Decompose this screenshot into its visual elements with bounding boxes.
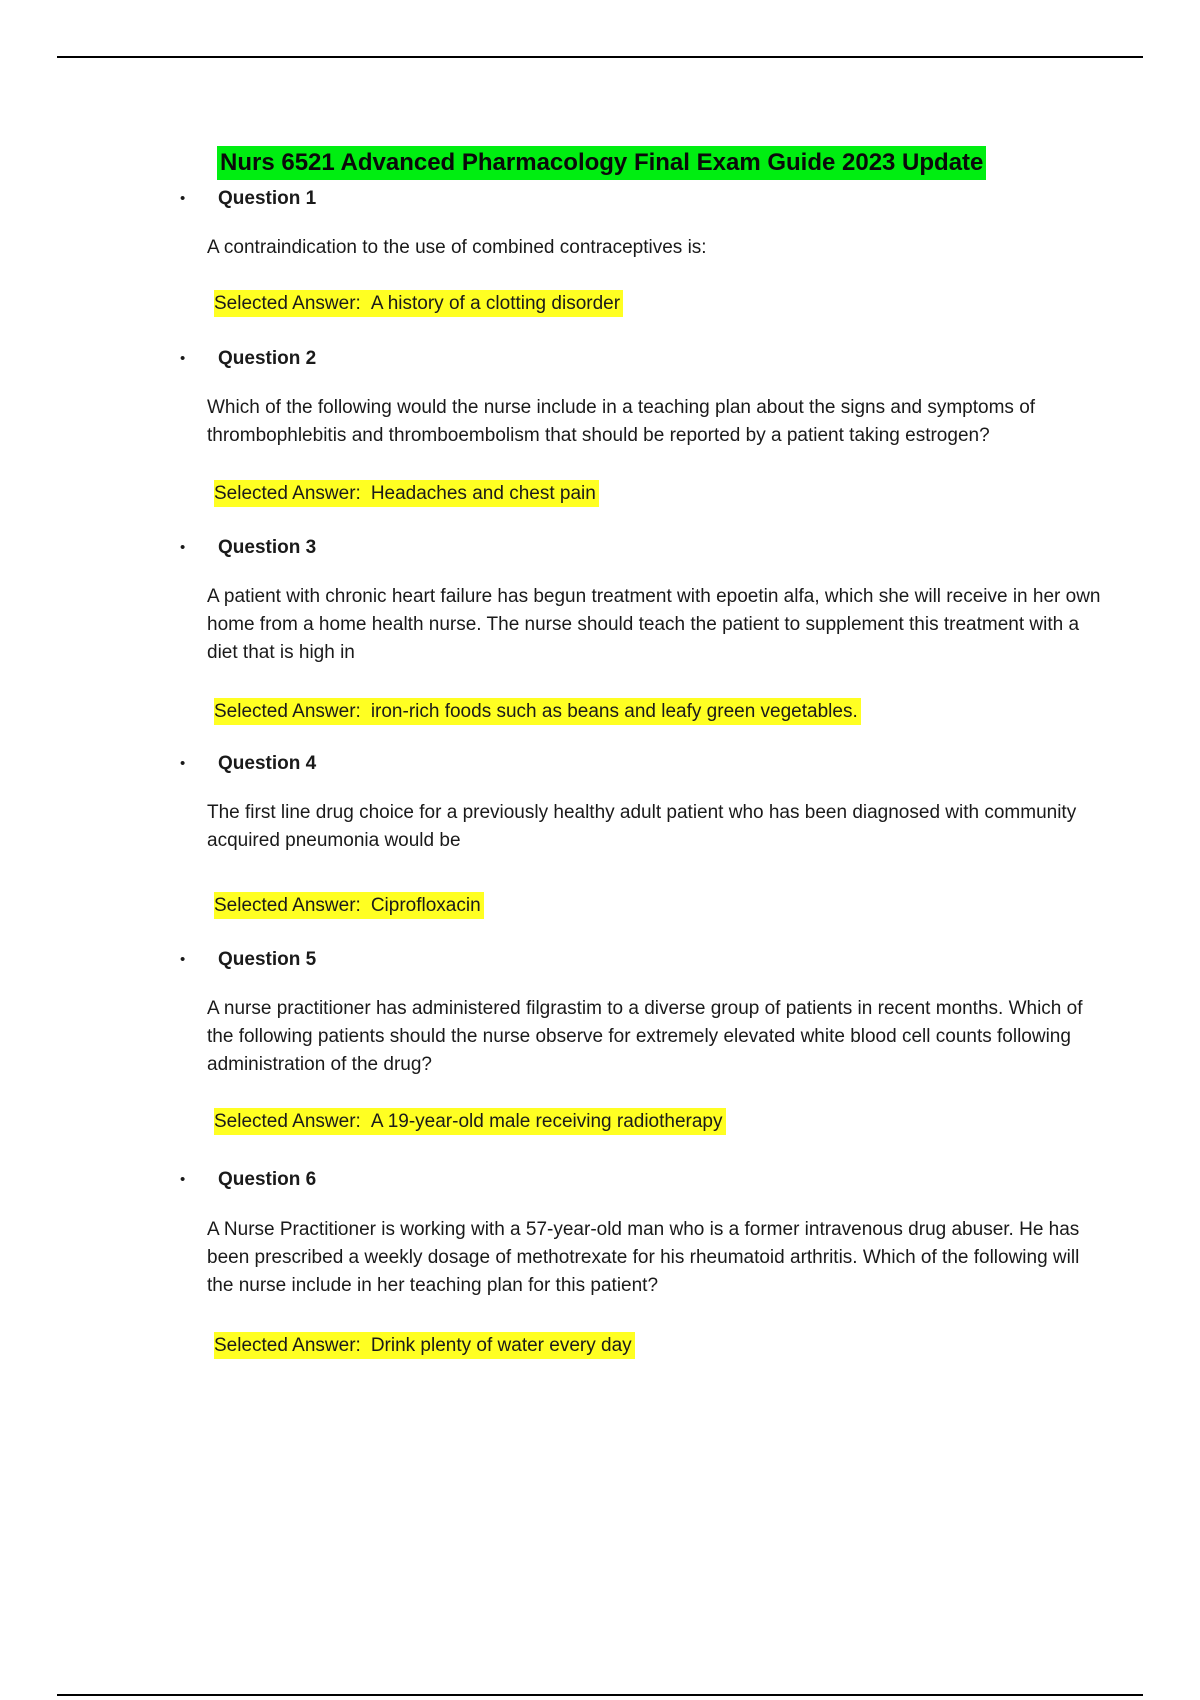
top-rule — [57, 56, 1143, 58]
question-label: Question 3 — [218, 537, 317, 558]
question-label: Question 2 — [218, 348, 317, 369]
question-text: A nurse practitioner has administered filgrastim to a diverse group of patients in recent months. Which of the following patients should the nurse observe for extremely elevated white blood cell counts following administration of the drug? — [207, 998, 1083, 1075]
bullet-icon: • — [180, 951, 186, 968]
question-heading — [180, 347, 316, 371]
question-text: The first line drug choice for a previously healthy adult patient who has been diagnosed with community acquired pneumonia would be — [207, 802, 1077, 851]
selected-answer — [214, 698, 861, 725]
question-heading — [180, 536, 316, 560]
bullet-icon: • — [180, 755, 186, 772]
bullet-icon: • — [180, 539, 186, 556]
question-label: Question 6 — [218, 1169, 317, 1190]
answer-text: Drink plenty of water every day — [370, 1335, 632, 1356]
answer-prefix: Selected Answer: — [214, 701, 361, 722]
selected-answer — [214, 480, 599, 507]
question-label: Question 5 — [218, 949, 317, 970]
question-label: Question 4 — [218, 753, 317, 774]
question-label: Question 1 — [218, 188, 317, 209]
question-heading — [180, 187, 316, 211]
question-heading — [180, 1168, 316, 1192]
answer-prefix: Selected Answer: — [214, 483, 361, 504]
answer-text: Headaches and chest pain — [370, 483, 596, 504]
answer-prefix: Selected Answer: — [214, 293, 361, 314]
question-text: A contraindication to the use of combined contraceptives is: — [207, 237, 707, 258]
answer-text: A history of a clotting disorder — [370, 293, 621, 314]
bullet-icon: • — [180, 350, 186, 367]
answer-prefix: Selected Answer: — [214, 1335, 361, 1356]
answer-text: Ciprofloxacin — [370, 895, 481, 916]
answer-text: iron-rich foods such as beans and leafy green vegetables. — [370, 701, 858, 722]
question-text: A patient with chronic heart failure has begun treatment with epoetin alfa, which she will receive in her own home from a home health nurse. The nurse should teach the patient to supplement this treatment with a diet that is high in — [207, 586, 1101, 663]
bullet-icon: • — [180, 190, 186, 207]
bullet-icon: • — [180, 1171, 186, 1188]
question-text: Which of the following would the nurse include in a teaching plan about the signs and symptoms of thrombophlebitis and thromboembolism that should be reported by a patient taking estrogen? — [207, 397, 1036, 446]
question-heading — [180, 752, 316, 776]
selected-answer — [214, 1332, 635, 1359]
answer-prefix: Selected Answer: — [214, 1111, 361, 1132]
bottom-rule — [57, 1694, 1143, 1696]
answer-prefix: Selected Answer: — [214, 895, 361, 916]
question-heading — [180, 948, 316, 972]
selected-answer — [214, 1108, 726, 1135]
question-text: A Nurse Practitioner is working with a 57-year-old man who is a former intravenous drug abuser. He has been prescribed a weekly dosage of methotrexate for his rheumatoid arthritis. Which of the following will the nurse include in her teaching plan for this patient? — [207, 1219, 1080, 1296]
selected-answer — [214, 892, 484, 919]
document-title: Nurs 6521 Advanced Pharmacology Final Exam Guide 2023 Update — [217, 146, 986, 180]
answer-text: A 19-year-old male receiving radiotherapy — [370, 1111, 723, 1132]
selected-answer — [214, 290, 623, 317]
